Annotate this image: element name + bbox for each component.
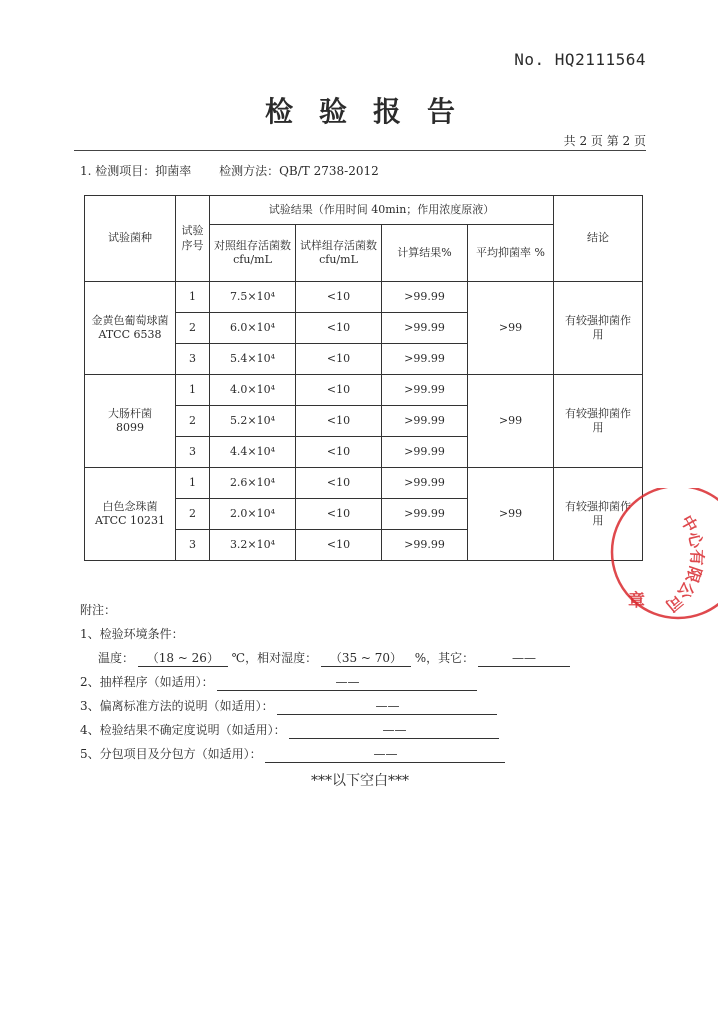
strain-cell	[85, 468, 176, 561]
seq-cell: 2	[176, 406, 210, 437]
report-number: No. HQ2111564	[514, 50, 646, 69]
strain-cell	[85, 375, 176, 468]
conclusion-cell	[554, 375, 643, 468]
seal-suffix: 章	[628, 591, 645, 611]
note-uncertainty-label: 4、检验结果不确定度说明（如适用）：	[80, 723, 286, 737]
results-body	[85, 282, 643, 561]
note-sampling-value: ——	[217, 674, 477, 691]
table-row	[85, 468, 643, 499]
header-test: 试样组存活菌数 cfu/mL	[296, 225, 382, 282]
control-count-cell: 2.0×10⁴	[210, 499, 296, 530]
svg-text:中心有限公司	[662, 512, 707, 616]
seq-cell: 1	[176, 375, 210, 406]
test-count-cell: <10	[296, 499, 382, 530]
notes-section	[80, 598, 650, 766]
humidity-unit: %，其它：	[414, 651, 475, 665]
control-count-cell: 4.4×10⁴	[210, 437, 296, 468]
seq-cell: 3	[176, 344, 210, 375]
company-seal	[590, 488, 718, 626]
conclusion-text: 有较强抑菌作用	[565, 499, 632, 527]
note-deviation	[80, 694, 650, 718]
seq-cell: 1	[176, 282, 210, 313]
test-count-cell: <10	[296, 406, 382, 437]
notes-heading: 附注：	[80, 603, 117, 617]
header-conclusion: 结论	[554, 196, 643, 282]
note-deviation-label: 3、偏离标准方法的说明（如适用）：	[80, 699, 274, 713]
calc-result-cell: >99.99	[382, 530, 468, 561]
header-control: 对照组存活菌数 cfu/mL	[210, 225, 296, 282]
page-info: 共 2 页 第 2 页	[563, 134, 646, 148]
strain-code: 8099	[116, 421, 144, 434]
conclusion-text: 有较强抑菌作用	[565, 313, 632, 341]
test-count-cell: <10	[296, 282, 382, 313]
note-uncertainty-value: ——	[289, 722, 499, 739]
calc-result-cell: >99.99	[382, 406, 468, 437]
note-sampling	[80, 670, 650, 694]
seal-stamp-icon	[590, 488, 718, 626]
section-line	[80, 162, 403, 179]
calc-result-cell: >99.99	[382, 313, 468, 344]
header-calc: 计算结果%	[382, 225, 468, 282]
calc-result-cell: >99.99	[382, 468, 468, 499]
test-item: 1. 检测项目：抑菌率	[80, 164, 192, 178]
test-count-cell: <10	[296, 344, 382, 375]
temp-label: 温度：	[98, 651, 135, 665]
temp-value: （18 ~ 26）	[138, 650, 228, 667]
header-seq: 试验序号	[176, 196, 210, 282]
header-strain: 试验菌种	[85, 196, 176, 282]
calc-result-cell: >99.99	[382, 375, 468, 406]
note-environment-values	[80, 646, 650, 670]
calc-result-cell: >99.99	[382, 282, 468, 313]
test-count-cell: <10	[296, 375, 382, 406]
control-count-cell: 2.6×10⁴	[210, 468, 296, 499]
note-uncertainty	[80, 718, 650, 742]
control-count-cell: 5.2×10⁴	[210, 406, 296, 437]
header-group: 试验结果（作用时间 40min；作用浓度原液）	[210, 196, 554, 225]
header-divider	[74, 150, 646, 151]
conclusion-text: 有较强抑菌作用	[565, 406, 632, 434]
calc-result-cell: >99.99	[382, 437, 468, 468]
seq-cell: 3	[176, 530, 210, 561]
control-count-cell: 3.2×10⁴	[210, 530, 296, 561]
seq-cell: 2	[176, 499, 210, 530]
average-rate-cell: >99	[468, 282, 554, 375]
note-sampling-label: 2、抽样程序（如适用）：	[80, 675, 214, 689]
table-row	[85, 282, 643, 313]
test-method: 检测方法：QB/T 2738-2012	[219, 164, 379, 178]
test-count-cell: <10	[296, 530, 382, 561]
note-subcontract-value: ——	[265, 746, 505, 763]
strain-cell	[85, 282, 176, 375]
strain-code: ATCC 10231	[94, 514, 165, 527]
conclusion-cell	[554, 282, 643, 375]
strain-name: 金黄色葡萄球菌	[91, 313, 169, 327]
control-count-cell: 5.4×10⁴	[210, 344, 296, 375]
header-average: 平均抑菌率 %	[468, 225, 554, 282]
note-subcontract-label: 5、分包项目及分包方（如适用）：	[80, 747, 262, 761]
control-count-cell: 4.0×10⁴	[210, 375, 296, 406]
seq-cell: 2	[176, 313, 210, 344]
average-rate-cell: >99	[468, 468, 554, 561]
strain-code: ATCC 6538	[98, 328, 162, 341]
control-count-cell: 6.0×10⁴	[210, 313, 296, 344]
note-subcontract	[80, 742, 650, 766]
end-of-report-mark: ***以下空白***	[311, 773, 409, 789]
test-count-cell: <10	[296, 437, 382, 468]
strain-name: 大肠杆菌	[108, 406, 152, 420]
seq-cell: 3	[176, 437, 210, 468]
note-environment: 1、检验环境条件：	[80, 627, 184, 641]
calc-result-cell: >99.99	[382, 344, 468, 375]
test-count-cell: <10	[296, 468, 382, 499]
page-title: 检验报告	[264, 95, 481, 128]
temp-unit: ℃，相对湿度：	[231, 651, 318, 665]
seal-text: 中心有限公司	[661, 512, 707, 616]
test-count-cell: <10	[296, 313, 382, 344]
strain-name: 白色念珠菌	[102, 499, 158, 513]
humidity-value: （35 ~ 70）	[321, 650, 411, 667]
table-row	[85, 375, 643, 406]
average-rate-cell: >99	[468, 375, 554, 468]
seq-cell: 1	[176, 468, 210, 499]
results-table	[84, 195, 643, 561]
control-count-cell: 7.5×10⁴	[210, 282, 296, 313]
other-value: ——	[478, 650, 570, 667]
note-deviation-value: ——	[277, 698, 497, 715]
calc-result-cell: >99.99	[382, 499, 468, 530]
